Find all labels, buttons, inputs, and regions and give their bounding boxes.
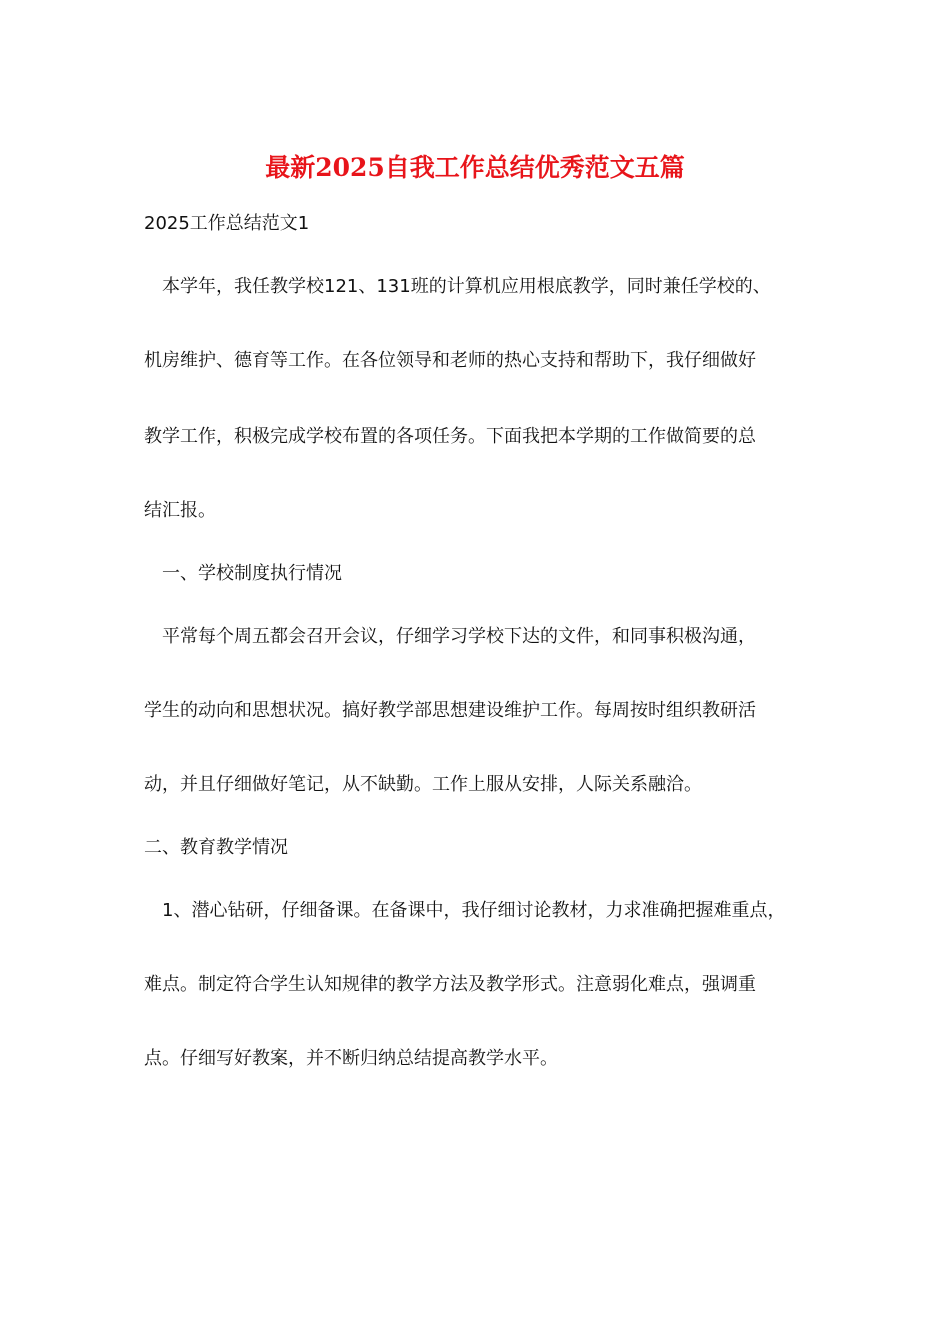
paragraph-line: 难点。制定符合学生认知规律的教学方法及教学形式。注意弱化难点，强调重	[144, 974, 756, 995]
section-heading-2: 二、教育教学情况	[144, 837, 288, 858]
paragraph-line: 平常每个周五都会召开会议，仔细学习学校下达的文件，和同事积极沟通，	[162, 626, 756, 647]
paragraph-line: 1、潜心钻研，仔细备课。在备课中，我仔细讨论教材，力求准确把握难重点，	[162, 900, 786, 921]
paragraph-line: 教学工作，积极完成学校布置的各项任务。下面我把本学期的工作做简要的总	[144, 426, 756, 447]
section-heading-essay-1: 2025工作总结范文1	[144, 213, 310, 234]
paragraph-line: 机房维护、德育等工作。在各位领导和老师的热心支持和帮助下，我仔细做好	[144, 350, 756, 371]
paragraph-line: 点。仔细写好教案，并不断归纳总结提高教学水平。	[144, 1048, 558, 1069]
document-title: 最新2025自我工作总结优秀范文五篇	[265, 153, 685, 182]
paragraph-line: 学生的动向和思想状况。搞好教学部思想建设维护工作。每周按时组织教研活	[144, 700, 756, 721]
paragraph-line: 动，并且仔细做好笔记，从不缺勤。工作上服从安排，人际关系融洽。	[144, 774, 702, 795]
section-heading-1: 一、学校制度执行情况	[162, 563, 342, 584]
paragraph-line: 本学年，我任教学校121、131班的计算机应用根底教学，同时兼任学校的、	[162, 276, 771, 297]
paragraph-line: 结汇报。	[144, 500, 216, 521]
